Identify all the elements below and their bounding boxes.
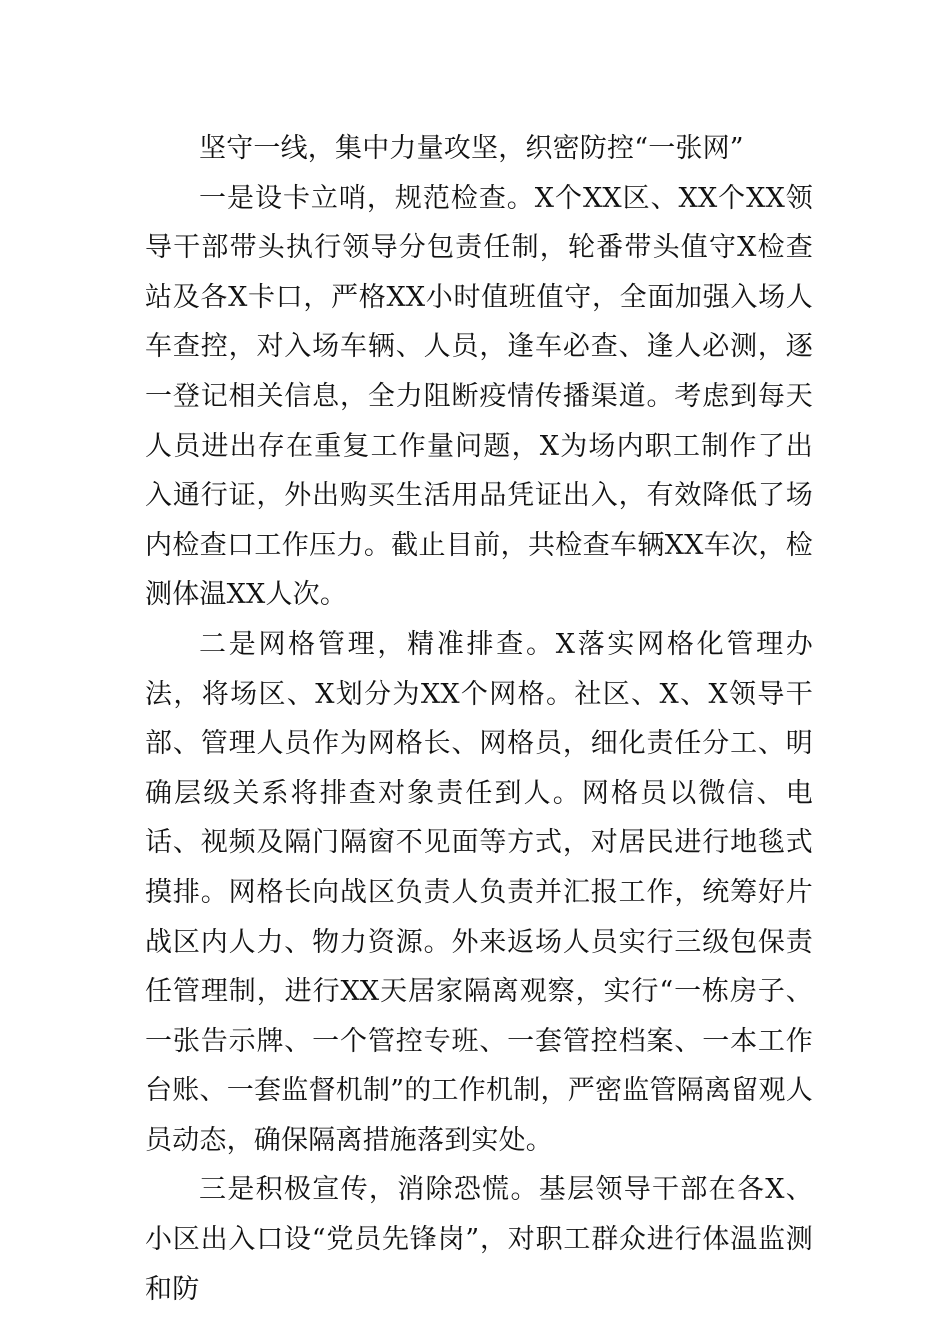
section-heading: 坚守一线，集中力量攻坚，织密防控“一张网” xyxy=(199,133,744,164)
document-body xyxy=(145,124,813,1314)
paragraph-grid-management: 二是网格管理，精准排查。X落实网格化管理办法，将场区、X划分为XX个网格。社区、X、X领导干部、管理人员作为网格长、网格员，细化责任分工、明确层级关系将排查对象责任到人。网格员以微信、电话、视频及隔门隔窗不见面等方式，对居民进行地毯式摸排。网格长向战区负责人负责并汇报工作，统筹好片战区内人力、物力资源。外来返场人员实行三级包保责任管理制，进行XX天居家隔离观察，实行“一栋房子、一张告示牌、一个管控专班、一套管控档案、一本工作台账、一套监督机制”的工作机制，严密监管隔离留观人员动态，确保隔离措施落到实处。 xyxy=(145,628,813,1156)
paragraph-checkpoint-inspection: 一是设卡立哨，规范检查。X个XX区、XX个XX领导干部带头执行领导分包责任制，轮番带头值守X检查站及各X卡口，严格XX小时值班值守，全面加强入场人车查控，对入场车辆、人员，逢车必查、逢人必测，逐一登记相关信息，全力阻断疫情传播渠道。考虑到每天人员进出存在重复工作量问题，X为场内职工制作了出入通行证，外出购买生活用品凭证出入，有效降低了场内检查口工作压力。截止目前，共检查车辆XX车次，检测体温XX人次。 xyxy=(145,182,813,611)
paragraph-publicity: 三是积极宣传，消除恐慌。基层领导干部在各X、小区出入口设“党员先锋岗”，对职工群众进行体温监测和防 xyxy=(145,1174,813,1305)
